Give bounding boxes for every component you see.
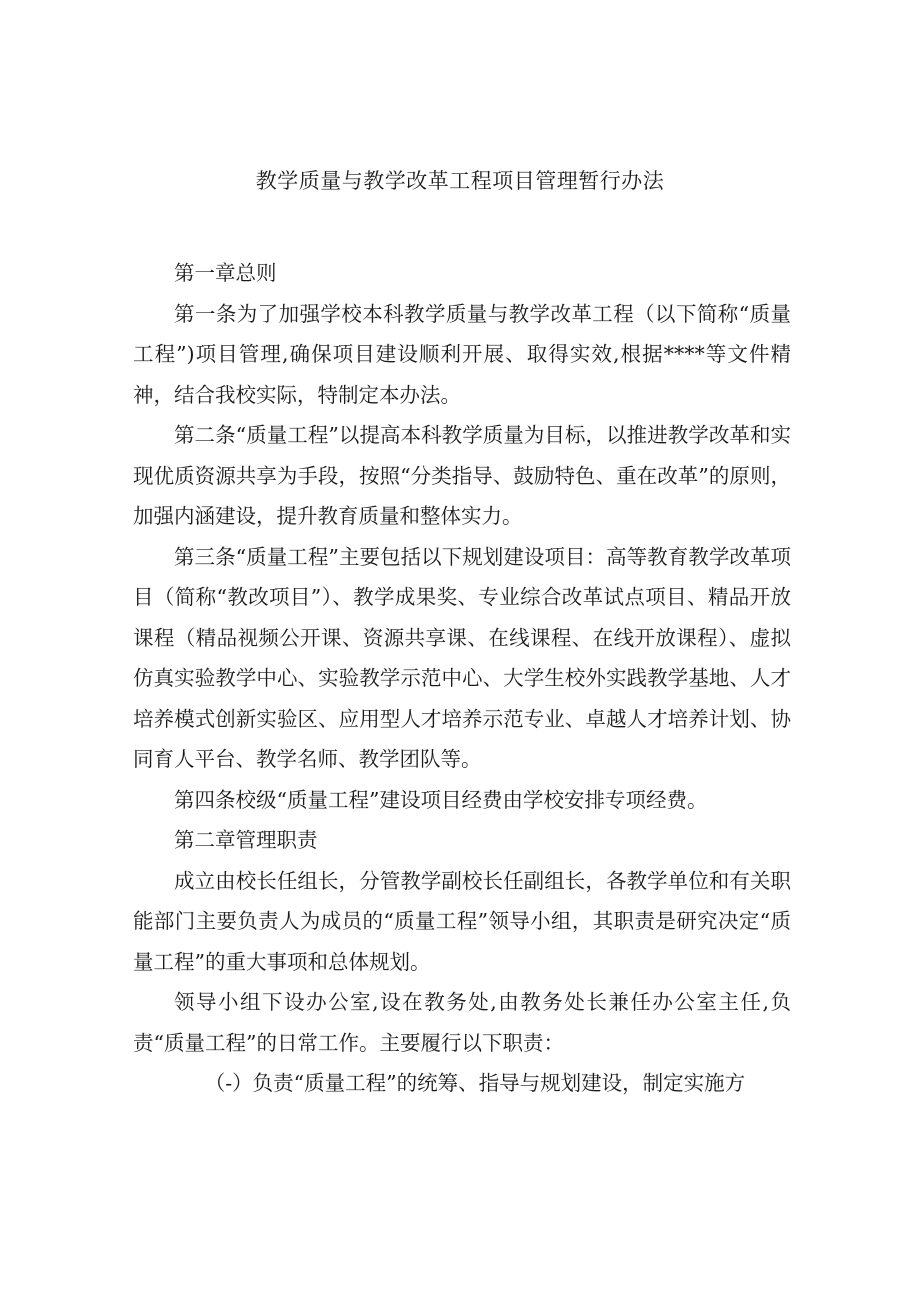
paragraph-leading-group: 成立由校长任组长，分管教学副校长任副组长，各教学单位和有关职能部门主要负责人为成员的“质量工程”领导小组，其职责是研究决定“质量工程”的重大事项和总体规划。 (133, 868, 791, 974)
document-title: 教学质量与教学改革工程项目管理暂行办法 (255, 169, 665, 193)
chapter-heading-2: 第二章管理职责 (174, 828, 318, 852)
article-3: 第三条“质量工程”主要包括以下规划建设项目：高等教育教学改革项目（简称“教改项目”）、教学成果奖、专业综合改革试点项目、精品开放课程（精品视频公开课、资源共享课、在线课程、在线开放课程）、虚拟仿真实验教学中心、实验教学示范中心、大学生校外实践教学基地、人才培养模式创新实验区、应用型人才培养示范专业、卓越人才培养计划、协同育人平台、教学名师、教学团队等。 (133, 544, 791, 771)
paragraph-office: 领导小组下设办公室,设在教务处,由教务处长兼任办公室主任,负责“质量工程”的日常工作。主要履行以下职责： (133, 990, 791, 1055)
list-item-1: （-）负责“质量工程”的统筹、指导与规划建设，制定实施方 (204, 1071, 746, 1095)
article-1: 第一条为了加强学校本科教学质量与教学改革工程（以下简称“质量工程”)项目管理,确保项目建设顺利开展、取得实效,根据****等文件精神，结合我校实际，特制定本办法。 (133, 301, 791, 407)
chapter-heading-1: 第一章总则 (174, 261, 277, 285)
article-4: 第四条校级“质量工程”建设项目经费由学校安排专项经费。 (174, 787, 708, 812)
document-body (133, 253, 791, 1104)
article-2: 第二条“质量工程”以提高本科教学质量为目标，以推进教学改革和实现优质资源共享为手段，按照“分类指导、鼓励特色、重在改革”的原则，加强内涵建设，提升教育质量和整体实力。 (133, 423, 791, 528)
